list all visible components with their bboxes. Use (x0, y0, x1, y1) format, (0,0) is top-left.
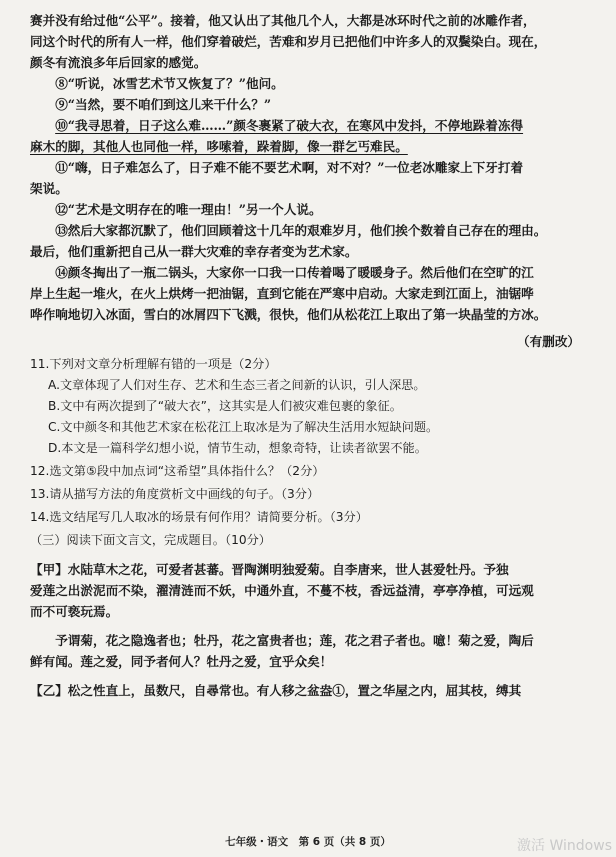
windows-watermark: 激活 Windows (517, 838, 612, 854)
passage-line: 赛并没有给过他“公平”。接着，他又认出了其他几个人，大都是冰环时代之前的冰雕作者， (30, 13, 536, 28)
text-jia: 予谓菊，花之隐逸者也；牡丹，花之富贵者也；莲，花之君子者也。噫！菊之爱，陶后 (55, 633, 534, 648)
section-heading: （三）阅读下面文言文，完成题目。（10分） (30, 533, 271, 547)
paragraph-11: 架说。 (30, 181, 68, 196)
classical-section (30, 530, 590, 701)
option-b: B.文中有两次提到了“破大衣”，这其实是人们被灾难包裹的象征。 (48, 399, 402, 413)
question-11: 11.下列对文章分析理解有错的一项是（2分） (30, 357, 277, 371)
text-jia: 鲜有闻。莲之爱，同予者何人？牡丹之爱，宜乎众矣！ (30, 654, 333, 669)
text-jia: 而不可亵玩焉。 (30, 604, 119, 619)
option-c: C.文中颜冬和其他艺术家在松花江上取冰是为了解决生活用水短缺问题。 (48, 420, 439, 434)
paragraph-10-underlined: ⑩“我寻思着，日子这么难……”颜冬裹紧了破大衣，在寒风中发抖，不停地跺着冻得 (55, 118, 524, 133)
question-13: 13.请从描写方法的角度赏析文中画线的句子。（3分） (30, 487, 320, 501)
option-a: A.文章体现了人们对生存、艺术和生态三者之间新的认识，引人深思。 (48, 378, 426, 392)
paragraph-14: ⑭颜冬掏出了一瓶二锅头，大家你一口我一口传着喝了暖暖身子。然后他们在空旷的江 (55, 265, 534, 280)
paragraph-13: 最后，他们重新把自己从一群大灾难的幸存者变为艺术家。 (30, 244, 358, 259)
paragraph-12: ⑫“艺术是文明存在的唯一理由！”另一个人说。 (55, 202, 322, 217)
question-14: 14.选文结尾写几人取冰的场景有何作用？请简要分析。（3分） (30, 510, 368, 524)
paragraph-13: ⑬然后大家都沉默了，他们回顾着这十几年的艰难岁月，他们挨个数着自己存在的理由。 (55, 223, 547, 238)
passage (30, 10, 590, 352)
question-12: 12.选文第⑤段中加点词“这希望”具体指什么？（2分） (30, 464, 325, 478)
option-d: D.本文是一篇科学幻想小说，情节生动，想象奇特，让读者欲罢不能。 (48, 441, 427, 455)
paragraph-14: 岸上生起一堆火，在火上烘烤一把油锯，直到它能在严寒中启动。大家走到江面上，油锯哗 (30, 286, 534, 301)
paragraph-9: ⑨“当然，要不咱们到这儿来干什么？” (55, 97, 272, 112)
text-jia: 【甲】水陆草木之花，可爱者甚蕃。晋陶渊明独爱菊。自李唐来，世人甚爱牡丹。予独 (30, 562, 509, 577)
source-note: （有删改） (517, 334, 580, 349)
text-yi: 【乙】松之性直上，虽数尺，自尋常也。有人移之盆盎①，置之华屋之内，屈其枝，缚其 (30, 683, 522, 698)
passage-line: 颜冬有流浪多年后回家的感觉。 (30, 55, 207, 70)
paragraph-8: ⑧“听说，冰雪艺术节又恢复了？”他问。 (55, 76, 284, 91)
page-footer: 七年级・语文 第 6 页（共 8 页） (225, 836, 391, 848)
paragraph-10-underlined: 麻木的脚，其他人也同他一样，哆嗦着，跺着脚，像一群乞丐难民。 (30, 139, 408, 154)
paragraph-11: ⑪“嗨，日子难怎么了，日子难不能不要艺术啊，对不对？”一位老冰雕家上下牙打着 (55, 160, 524, 175)
questions (30, 354, 590, 528)
paragraph-14: 哗作响地切入冰面，雪白的冰屑四下飞溅，很快，他们从松花江上取出了第一块晶莹的方冰。 (30, 307, 547, 322)
passage-line: 同这个时代的所有人一样，他们穿着破烂，苦难和岁月已把他们中许多人的双鬓染白。现在， (30, 34, 547, 49)
text-jia: 爱莲之出淤泥而不染，濯清涟而不妖，中通外直，不蔓不枝，香远益清，亭亭净植，可远观 (30, 583, 534, 598)
